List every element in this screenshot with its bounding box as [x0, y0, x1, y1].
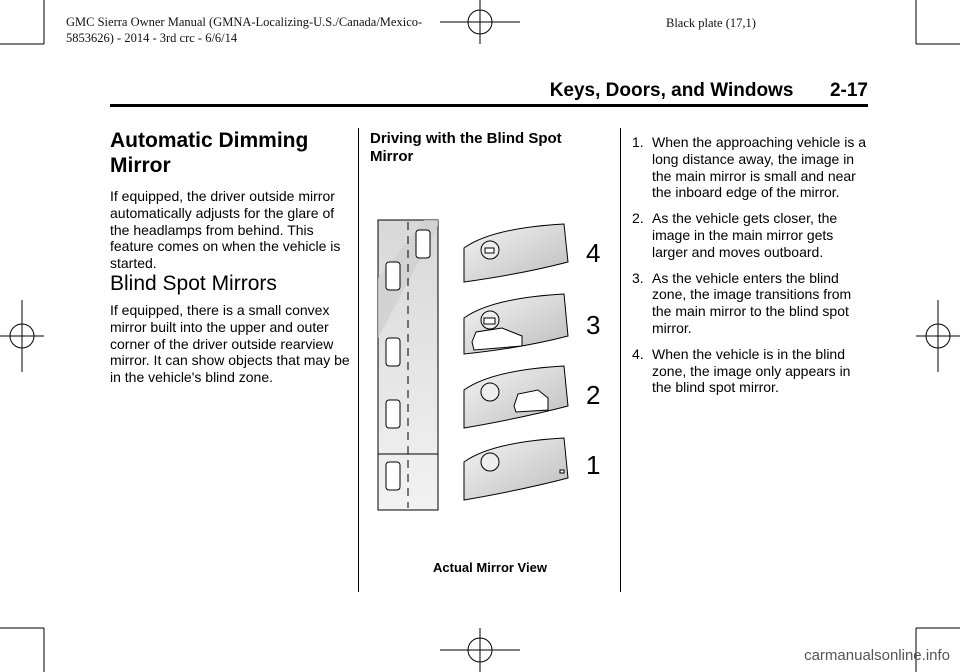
registration-target-bottom — [440, 628, 520, 672]
list-item: 1. When the approaching vehicle is a long distance away, the image in the main mirror is small and near the inboard edge of the mirror. — [632, 134, 867, 201]
heading-line-2: Mirror — [110, 154, 171, 177]
registration-target-left — [0, 300, 44, 372]
registration-target-right — [916, 300, 960, 372]
blind-spot-paragraph-wrap — [110, 302, 350, 386]
column-divider-1 — [358, 128, 359, 592]
heading-automatic-dimming — [110, 128, 350, 178]
registration-target-top — [440, 0, 520, 44]
auto-dimming-paragraph: If equipped, the driver outside mirror automatically adjusts for the glare of the headlamps from behind. This feature comes on when the vehicle is started. — [110, 188, 341, 272]
blind-spot-illustration — [372, 218, 612, 514]
mirror-views — [464, 224, 568, 500]
section-name: Keys, Doors, and Windows — [549, 80, 794, 101]
blind-spot-paragraph: If equipped, there is a small convex mirror built into the upper and outer corner of the driver outside rearview mirror. It can show objects that may be in the vehicle's blind zone. — [110, 302, 350, 386]
header-rule — [110, 104, 868, 107]
page-number: 2-17 — [829, 80, 868, 101]
steps-list — [632, 134, 872, 396]
heading-line-1: Automatic Dimming — [110, 129, 309, 152]
list-item: 3. As the vehicle enters the blind zone, the image transitions from the main mirror to the blind spot mirror. — [632, 269, 852, 336]
step-numbers — [586, 238, 600, 480]
step-label-4: 4 — [586, 238, 601, 268]
step-label-2: 2 — [586, 380, 601, 410]
column-1 — [110, 128, 350, 272]
list-item: 4. When the vehicle is in the blind zone, the image only appears in the blind spot mirror. — [632, 345, 851, 396]
print-header — [66, 14, 422, 46]
section-title — [550, 80, 868, 102]
watermark: carmanualsonline.info — [804, 647, 950, 664]
list-item: 2. As the vehicle gets closer, the image in the main mirror gets larger and moves outboard. — [632, 210, 838, 260]
figure-caption: Actual Mirror View — [433, 560, 547, 575]
column-3 — [632, 134, 872, 405]
plate-label: Black plate (17,1) — [666, 16, 756, 30]
heading-blind-spot-mirrors: Blind Spot Mirrors — [110, 272, 277, 295]
step-label-1: 1 — [586, 450, 601, 480]
print-header-line2: 5853626) - 2014 - 3rd crc - 6/6/14 — [66, 31, 238, 45]
print-header-line1: GMC Sierra Owner Manual (GMNA-Localizing-U.S./Canada/Mexico- — [66, 15, 423, 29]
heading-driving-with-blind-spot: Driving with the Blind Spot Mirror — [370, 130, 562, 165]
column-divider-2 — [620, 128, 621, 592]
step-label-3: 3 — [586, 310, 601, 340]
